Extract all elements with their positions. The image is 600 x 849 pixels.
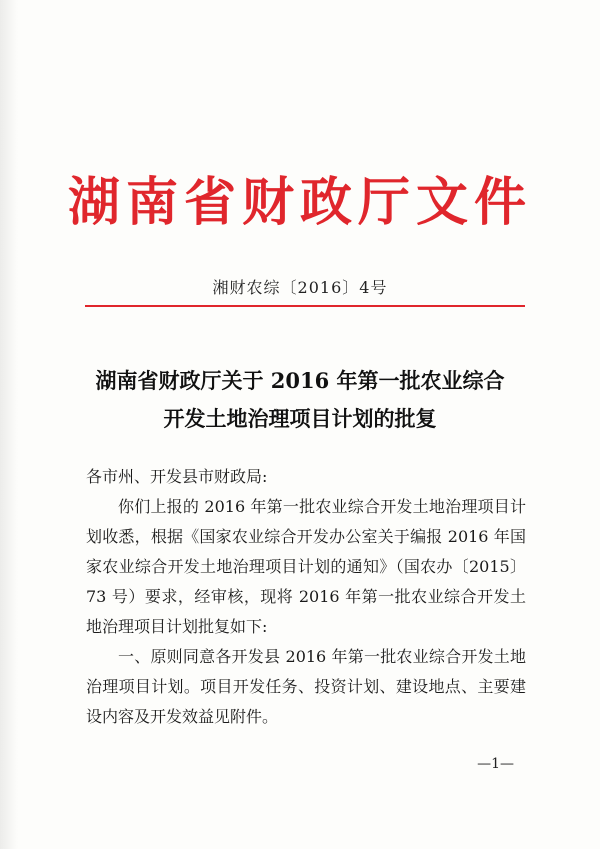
document-body [86, 462, 526, 732]
body-paragraph: 你们上报的 2016 年第一批农业综合开发土地治理项目计划收悉，根据《国家农业综合开发办公室关于编报 2016 年国家农业综合开发土地治理项目计划的通知》（国农办〔2015〕73 号）要求，经审核，现将 2016 年第一批农业综合开发土地治理项目计划批复如下: [86, 497, 526, 636]
body-paragraph: 一、原则同意各开发县 2016 年第一批农业综合开发土地治理项目计划。项目开发任务、投资计划、建设地点、主要建设内容及开发效益见附件。 [86, 647, 526, 726]
document-title [0, 362, 600, 438]
red-divider-line [85, 305, 525, 307]
issuer-header: 湖南省财政厅文件 [67, 172, 532, 233]
document-number: 湘财农综〔2016〕4号 [212, 278, 388, 297]
salutation: 各市州、开发县市财政局: [86, 467, 268, 486]
title-line: 开发土地治理项目计划的批复 [163, 406, 437, 431]
title-line: 湖南省财政厅关于 2016 年第一批农业综合 [95, 368, 505, 393]
page-number: —1— [477, 756, 514, 772]
